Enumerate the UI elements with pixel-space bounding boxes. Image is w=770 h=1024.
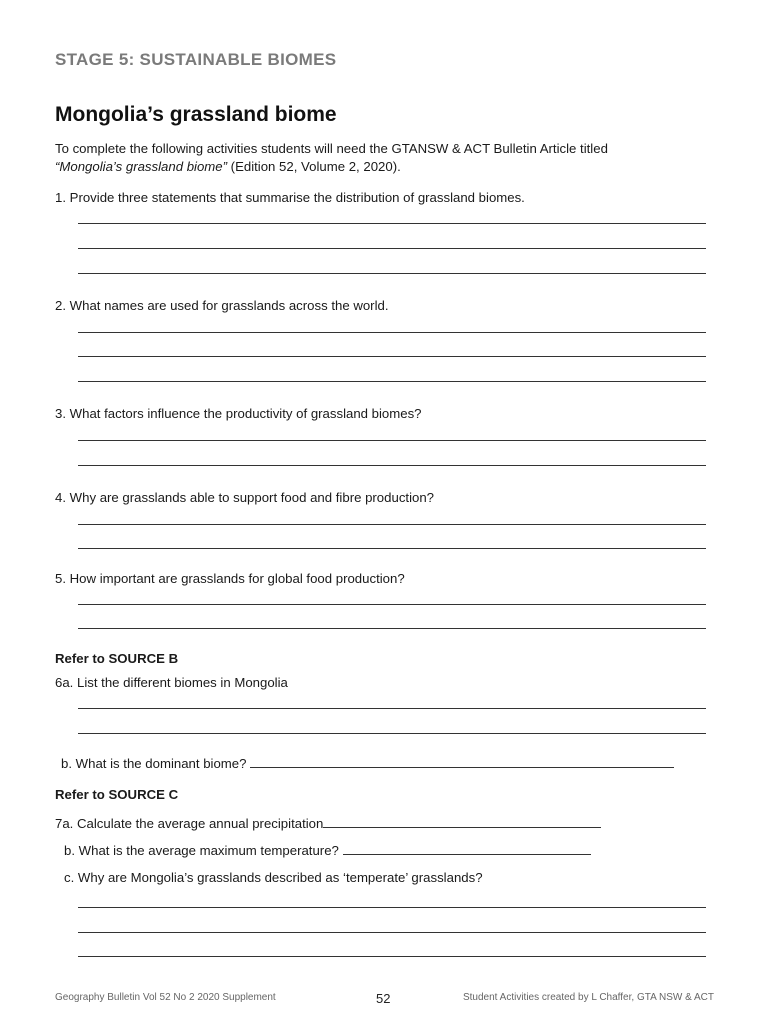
answer-line[interactable] — [78, 708, 706, 709]
question-6b-text: b. What is the dominant biome? — [61, 756, 247, 771]
answer-line[interactable] — [78, 932, 706, 933]
question-6a: 6a. List the different biomes in Mongolia — [55, 675, 288, 690]
question-1: 1. Provide three statements that summarise the distribution of grassland biomes. — [55, 190, 525, 205]
source-b-heading: Refer to SOURCE B — [55, 651, 179, 666]
answer-line[interactable] — [78, 465, 706, 466]
answer-line[interactable] — [78, 273, 706, 274]
answer-line[interactable] — [78, 628, 706, 629]
stage-heading: STAGE 5: SUSTAINABLE BIOMES — [55, 50, 337, 69]
answer-line[interactable] — [78, 248, 706, 249]
question-5: 5. How important are grasslands for global food production? — [55, 571, 405, 586]
page-number: 52 — [376, 991, 391, 1006]
answer-line[interactable] — [78, 733, 706, 734]
question-7c: c. Why are Mongolia’s grasslands described as ‘temperate’ grasslands? — [64, 870, 483, 885]
question-7b-text: b. What is the average maximum temperature? — [64, 843, 339, 858]
answer-line[interactable] — [78, 604, 706, 605]
question-3: 3. What factors influence the productivity of grassland biomes? — [55, 406, 422, 421]
answer-line[interactable] — [78, 524, 706, 525]
question-7a — [55, 815, 601, 831]
question-7b — [64, 842, 591, 858]
answer-line[interactable] — [78, 548, 706, 549]
answer-line[interactable] — [78, 381, 706, 382]
question-6b — [61, 755, 674, 771]
answer-blank[interactable] — [250, 755, 674, 768]
page-title: Mongolia’s grassland biome — [55, 103, 337, 126]
answer-blank[interactable] — [323, 815, 601, 828]
answer-line[interactable] — [78, 223, 706, 224]
answer-line[interactable] — [78, 332, 706, 333]
intro-text — [55, 140, 715, 176]
answer-line[interactable] — [78, 956, 706, 957]
question-7a-text: 7a. Calculate the average annual precipitation — [55, 816, 324, 831]
footer-credit: Student Activities created by L Chaffer, GTA NSW & ACT — [462, 992, 714, 1003]
source-c-heading: Refer to SOURCE C — [55, 787, 179, 802]
question-4: 4. Why are grasslands able to support food and fibre production? — [55, 490, 435, 505]
answer-blank[interactable] — [343, 842, 591, 855]
answer-line[interactable] — [78, 356, 706, 357]
answer-line[interactable] — [78, 440, 706, 441]
footer-publication: Geography Bulletin Vol 52 No 2 2020 Supplement — [55, 992, 276, 1003]
answer-line[interactable] — [78, 907, 706, 908]
intro-line: To complete the following activities students will need the GTANSW & ACT Bulletin Article titled — [55, 141, 608, 156]
edition-info: (Edition 52, Volume 2, 2020). — [227, 159, 401, 174]
question-2: 2. What names are used for grasslands across the world. — [55, 298, 389, 313]
article-title: “Mongolia’s grassland biome” — [55, 159, 228, 174]
